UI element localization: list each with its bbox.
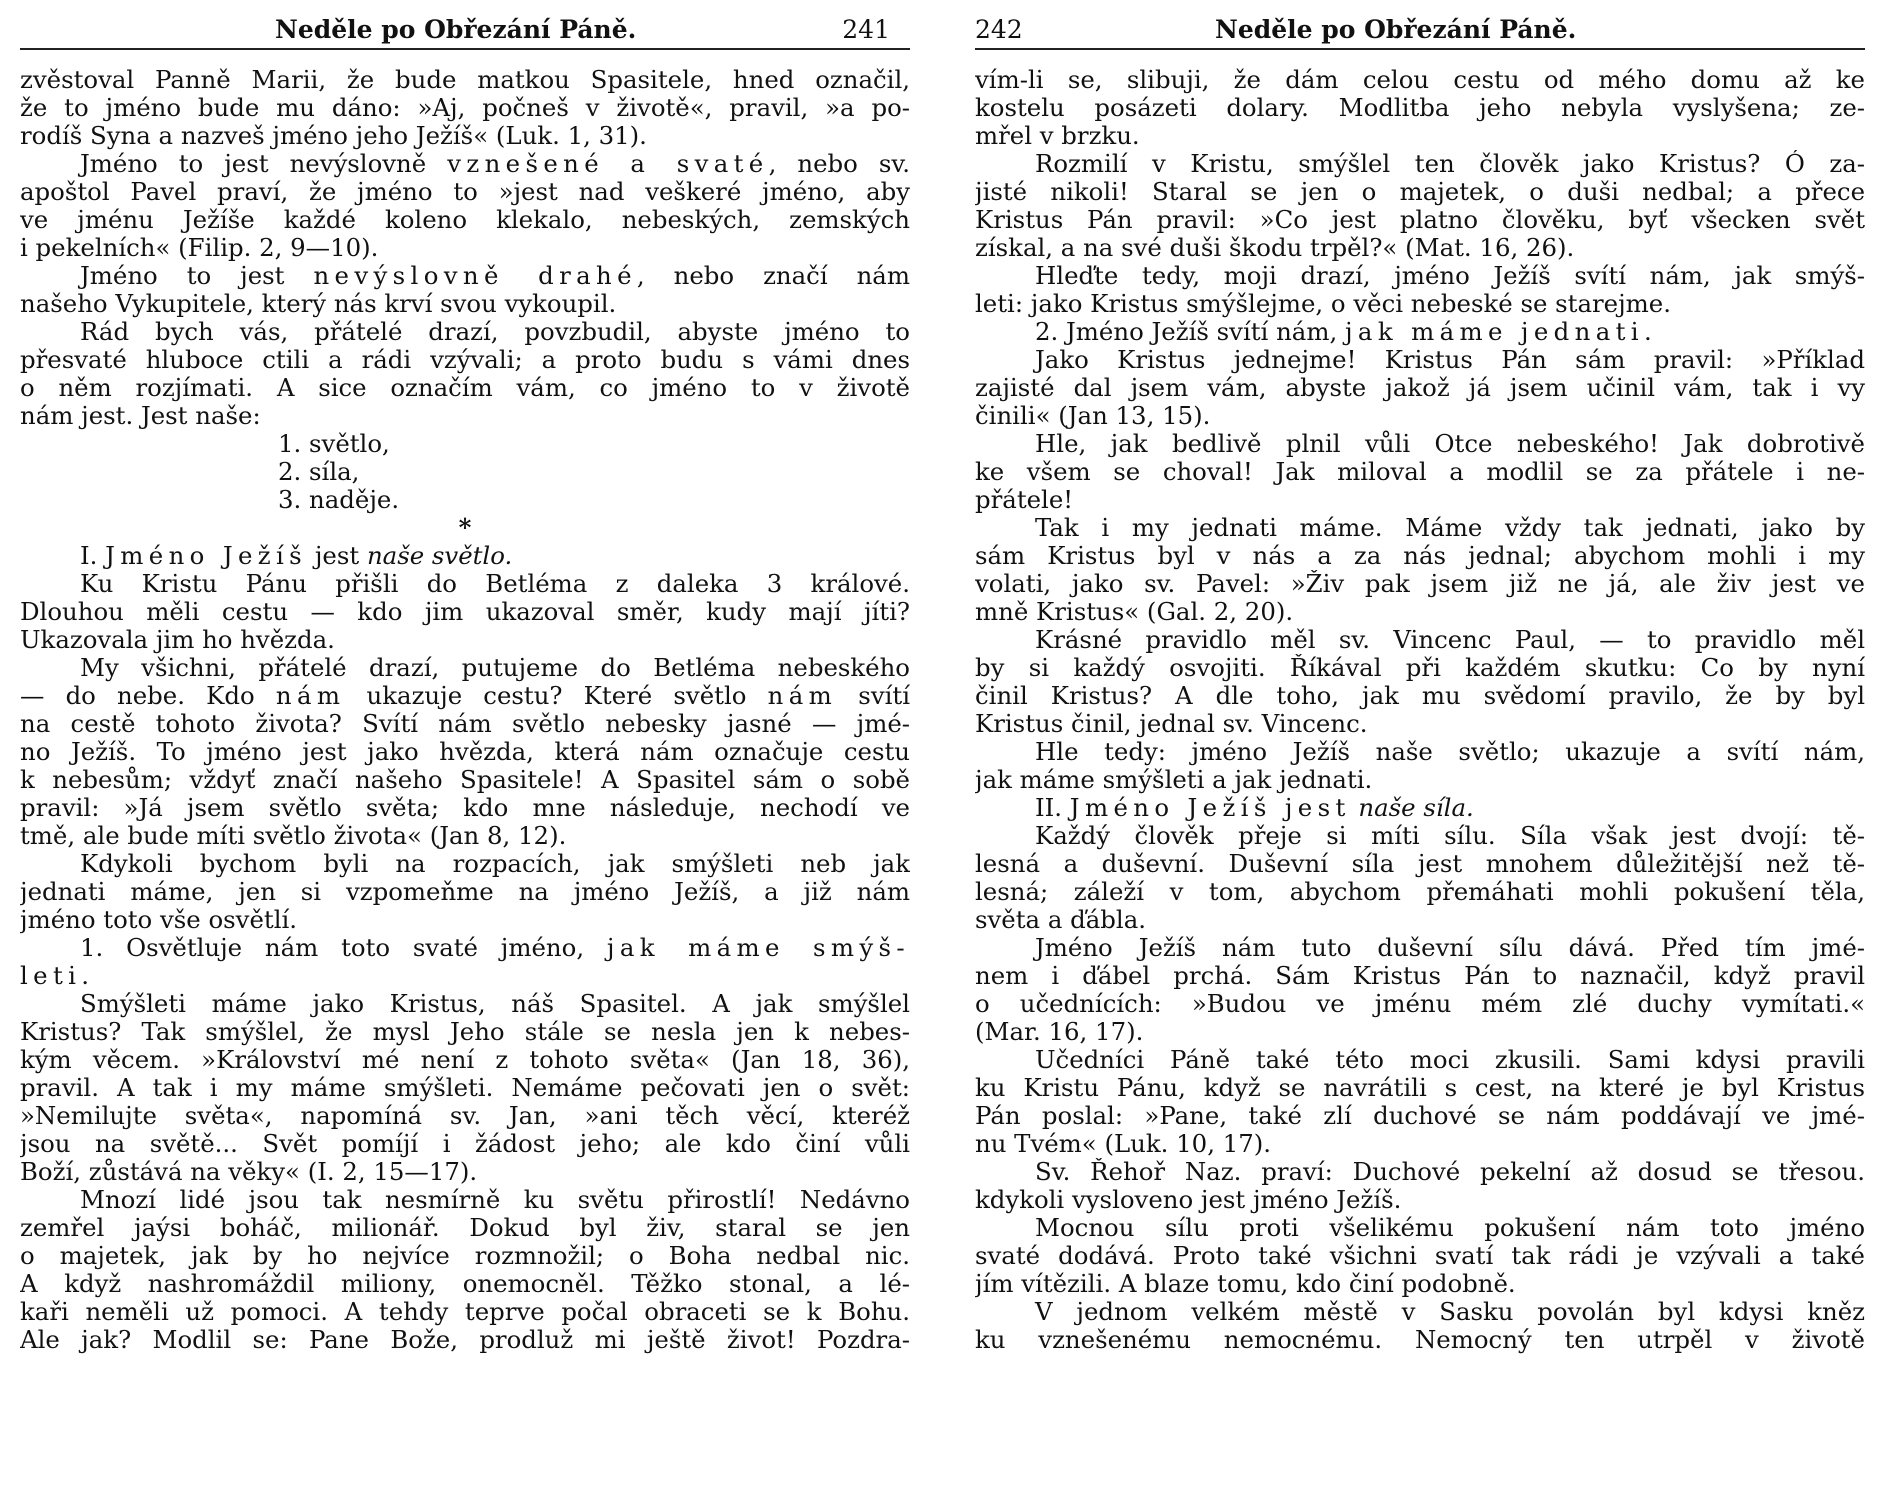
text-line: Jméno Ježíš nám tuto duševní sílu dává. Před tím jmé- bbox=[1035, 934, 1865, 962]
page-header bbox=[975, 12, 1865, 50]
page-body bbox=[20, 66, 910, 1354]
text-line: sám Kristus byl v nás a za nás jednal; abychom mohli i my bbox=[975, 542, 1865, 570]
text-line: mně Kristus« (Gal. 2, 20). bbox=[975, 598, 1294, 626]
text-line: jednati máme, jen si vzpomeňme na jméno Ježíš, a již nám bbox=[20, 878, 910, 906]
text-line: světa a ďábla. bbox=[975, 906, 1146, 934]
text-line: i pekelních« (Filip. 2, 9—10). bbox=[20, 234, 379, 262]
text-line: Tak i my jednati máme. Máme vždy tak jednati, jako by bbox=[1035, 514, 1865, 542]
text-line: na cestě tohoto života? Svítí nám světlo nebesky jasné — jmé- bbox=[20, 710, 910, 738]
text-line: k nebesům; vždyť značí našeho Spasitele! A Spasitel sám o sobě bbox=[20, 766, 910, 794]
text-line: — do nebe. Kdo nám ukazuje cestu? Které světlo nám svítí bbox=[20, 682, 910, 710]
emphasis: nám bbox=[767, 682, 838, 710]
list-item: 1. světlo, bbox=[278, 430, 390, 458]
text-line: Jako Kristus jednejme! Kristus Pán sám pravil: »Příklad bbox=[1035, 346, 1865, 374]
text-line: nám jest. Jest naše: bbox=[20, 402, 261, 430]
text-line: nu Tvém« (Luk. 10, 17). bbox=[975, 1130, 1272, 1158]
text-line: činil Kristus? A dle toho, jak mu svědomí pravilo, že by byl bbox=[975, 682, 1865, 710]
text-line: pravil. A tak i my máme smýšleti. Nemáme pečovati jen o svět: bbox=[20, 1074, 910, 1102]
italic-emphasis: naše světlo. bbox=[366, 542, 513, 570]
text-line: našeho Vykupitele, který nás krví svou vykoupil. bbox=[20, 290, 617, 318]
text-line: nem i ďábel prchá. Sám Kristus Pán to naznačil, když pravil bbox=[975, 962, 1865, 990]
text-line: jméno toto vše osvětlí. bbox=[20, 906, 298, 934]
section-heading: II. Jméno Ježíš jest naše síla. bbox=[1035, 794, 1474, 822]
text-line: jsou na světě... Svět pomíjí i žádost jeho; ale kdo činí vůli bbox=[20, 1130, 910, 1158]
text-line: A když nashromáždil miliony, onemocněl. Těžko stonal, a lé- bbox=[20, 1270, 910, 1298]
text-line: lesná; záleží v tom, abychom přemáhati mohli pokušení těla, bbox=[975, 878, 1865, 906]
text-line: jak máme smýšleti a jak jednati. bbox=[975, 766, 1373, 794]
text-line: že to jméno bude mu dáno: »Aj, počneš v životě«, pravil, »a po- bbox=[20, 94, 910, 122]
text-line: Hle tedy: jméno Ježíš naše světlo; ukazuje a svítí nám, bbox=[1035, 738, 1865, 766]
text-line: tmě, ale bude míti světlo života« (Jan 8, 12). bbox=[20, 822, 567, 850]
italic-emphasis: naše síla. bbox=[1358, 794, 1474, 822]
emphasis: Jméno Ježíš jest bbox=[1069, 794, 1351, 822]
text-line: 1. Osvětluje nám toto svaté jméno, jak máme smýš- bbox=[80, 934, 910, 962]
text-line: kým věcem. »Království mé není z tohoto světa« (Jan 18, 36), bbox=[20, 1046, 910, 1074]
text-line: o majetek, jak by ho nejvíce rozmnožil; o Boha nedbal nic. bbox=[20, 1242, 910, 1270]
text-line: získal, a na své duši škodu trpěl?« (Mat. 16, 26). bbox=[975, 234, 1575, 262]
emphasis: leti. bbox=[20, 962, 95, 990]
text-line: 2. Jméno Ježíš svítí nám, jak máme jednati. bbox=[1035, 318, 1658, 346]
text-line: lesná a duševní. Duševní síla jest mnohem důležitější než tě- bbox=[975, 850, 1865, 878]
text-line: Jméno to jest nevýslovně vznešené a svaté, nebo sv. bbox=[80, 150, 910, 178]
section-heading: I. Jméno Ježíš jest naše světlo. bbox=[80, 542, 513, 570]
text-line: My všichni, přátelé drazí, putujeme do Betléma nebeského bbox=[80, 654, 910, 682]
text-line: kaři neměli už pomoci. A tehdy teprve počal obraceti se k Bohu. bbox=[20, 1298, 910, 1326]
text-line: Hleďte tedy, moji drazí, jméno Ježíš svítí nám, jak smýš- bbox=[1035, 262, 1865, 290]
emphasis: jak máme jednati. bbox=[1345, 318, 1658, 346]
emphasis: nevýslovně drahé bbox=[313, 262, 637, 290]
text-line: apoštol Pavel praví, že jméno to »jest nad veškeré jméno, aby bbox=[20, 178, 910, 206]
text-line: ke všem se choval! Jak miloval a modlil se za přátele i ne- bbox=[975, 458, 1865, 486]
text-line: zvěstoval Panně Marii, že bude matkou Spasitele, hned označil, bbox=[20, 66, 910, 94]
page-body bbox=[975, 66, 1865, 1354]
text-line: kdykoli vysloveno jest jméno Ježíš. bbox=[975, 1186, 1402, 1214]
list-item: 3. naděje. bbox=[278, 486, 400, 514]
text-line: vím-li se, slibuji, že dám celou cestu od mého domu až ke bbox=[975, 66, 1865, 94]
text-line: ku vznešenému nemocnému. Nemocný ten utrpěl v životě bbox=[975, 1326, 1865, 1354]
text-line: Dlouhou měli cestu — kdo jim ukazoval směr, kudy mají jíti? bbox=[20, 598, 910, 626]
page-header bbox=[20, 12, 910, 50]
text-line: Jméno to jest nevýslovně drahé, nebo značí nám bbox=[80, 262, 910, 290]
text-line: Ku Kristu Pánu přišli do Betléma z daleka 3 králové. bbox=[80, 570, 910, 598]
text-line: »Nemilujte světa«, napomíná sv. Jan, »ani těch věcí, kteréž bbox=[20, 1102, 910, 1130]
text-line: zajisté dal jsem vám, abyste jakož já jsem učinil vám, tak i vy bbox=[975, 374, 1865, 402]
text-line: Každý člověk přeje si míti sílu. Síla však jest dvojí: tě- bbox=[1035, 822, 1865, 850]
text-line: Hle, jak bedlivě plnil vůli Otce nebeského! Jak dobrotivě bbox=[1035, 430, 1865, 458]
text-line: pravil: »Já jsem světlo světa; kdo mne následuje, nechodí ve bbox=[20, 794, 910, 822]
emphasis: nám bbox=[275, 682, 346, 710]
text-line: no Ježíš. To jméno jest jako hvězda, která nám označuje cestu bbox=[20, 738, 910, 766]
running-title: Neděle po Obřezání Páně. bbox=[1215, 15, 1577, 44]
text-line: ve jménu Ježíše každé koleno klekalo, nebeských, zemských bbox=[20, 206, 910, 234]
text-line: Kristus Pán pravil: »Co jest platno člověku, byť všecken svět bbox=[975, 206, 1865, 234]
text-line: Krásné pravidlo měl sv. Vincenc Paul, — to pravidlo měl bbox=[1035, 626, 1865, 654]
text-line: Smýšleti máme jako Kristus, náš Spasitel. A jak smýšlel bbox=[80, 990, 910, 1018]
section-separator: * bbox=[458, 514, 472, 542]
text-line: Rád bych vás, přátelé drazí, povzbudil, abyste jméno to bbox=[80, 318, 910, 346]
text-line: zemřel jaýsi boháč, milionář. Dokud byl živ, staral se jen bbox=[20, 1214, 910, 1242]
emphasis: jak máme smýš- bbox=[606, 934, 910, 962]
text-line: Kristus? Tak smýšlel, že mysl Jeho stále se nesla jen k nebes- bbox=[20, 1018, 910, 1046]
text-line: o učednících: »Budou ve jménu mém zlé duchy vymítati.« bbox=[975, 990, 1865, 1018]
text-line: (Mar. 16, 17). bbox=[975, 1018, 1144, 1046]
left-page bbox=[20, 0, 910, 1500]
emphasis: Jméno Ježíš bbox=[105, 542, 308, 570]
text-line: kostelu posázeti dolary. Modlitba jeho nebyla vyslyšena; ze- bbox=[975, 94, 1865, 122]
text-line: by si každý osvojiti. Říkával při každém skutku: Co by nyní bbox=[975, 654, 1865, 682]
text-line: Boží, zůstává na věky« (I. 2, 15—17). bbox=[20, 1158, 478, 1186]
text-line: Učedníci Páně také této moci zkusili. Sami kdysi pravili bbox=[1035, 1046, 1865, 1074]
list-item: 2. síla, bbox=[278, 458, 360, 486]
text-line: Ale jak? Modlil se: Pane Bože, prodluž mi ještě život! Pozdra- bbox=[20, 1326, 910, 1354]
page-number: 241 bbox=[842, 15, 890, 44]
text-line: Rozmilí v Kristu, smýšlel ten člověk jako Kristus? Ó za- bbox=[1035, 150, 1865, 178]
text-line: volati, jako sv. Pavel: »Živ pak jsem již ne já, ale živ jest ve bbox=[975, 570, 1865, 598]
page-number: 242 bbox=[975, 15, 1023, 44]
text-line: ku Kristu Pánu, když se navrátili s cest, na které je byl Kristus bbox=[975, 1074, 1865, 1102]
text-line: činili« (Jan 13, 15). bbox=[975, 402, 1211, 430]
right-page bbox=[975, 0, 1865, 1500]
text-line: Mocnou sílu proti všelikému pokušení nám toto jméno bbox=[1035, 1214, 1865, 1242]
text-line: Sv. Řehoř Naz. praví: Duchové pekelní až dosud se třesou. bbox=[1035, 1158, 1865, 1186]
running-title: Neděle po Obřezání Páně. bbox=[275, 15, 637, 44]
text-line: svaté dodává. Proto také všichni svatí tak rádi je vzývali a také bbox=[975, 1242, 1865, 1270]
text-line: přátele! bbox=[975, 486, 1074, 514]
text-line: Pán poslal: »Pane, také zlí duchové se nám poddávají ve jmé- bbox=[975, 1102, 1865, 1130]
text-line: leti: jako Kristus smýšlejme, o věci nebeské se starejme. bbox=[975, 290, 1671, 318]
text-line: rodíš Syna a nazveš jméno jeho Ježíš« (Luk. 1, 31). bbox=[20, 122, 647, 150]
emphasis: vznešené a svaté bbox=[447, 150, 769, 178]
text-line bbox=[20, 962, 910, 990]
text-line: Kdykoli bychom byli na rozpacích, jak smýšleti neb jak bbox=[80, 850, 910, 878]
text-line: Mnozí lidé jsou tak nesmírně ku světu přirostlí! Nedávno bbox=[80, 1186, 910, 1214]
text-line: přesvaté hluboce ctili a rádi vzývali; a proto budu s vámi dnes bbox=[20, 346, 910, 374]
text-line: jím vítězili. A blaze tomu, kdo činí podobně. bbox=[975, 1270, 1516, 1298]
text-line: mřel v brzku. bbox=[975, 122, 1140, 150]
text-line: V jednom velkém městě v Sasku povolán byl kdysi kněz bbox=[1035, 1298, 1865, 1326]
text-line: Kristus činil, jednal sv. Vincenc. bbox=[975, 710, 1368, 738]
text-line: Ukazovala jim ho hvězda. bbox=[20, 626, 335, 654]
text-line: jisté nikoli! Staral se jen o majetek, o duši nedbal; a přece bbox=[975, 178, 1865, 206]
text-line: o něm rozjímati. A sice označím vám, co jméno to v životě bbox=[20, 374, 910, 402]
